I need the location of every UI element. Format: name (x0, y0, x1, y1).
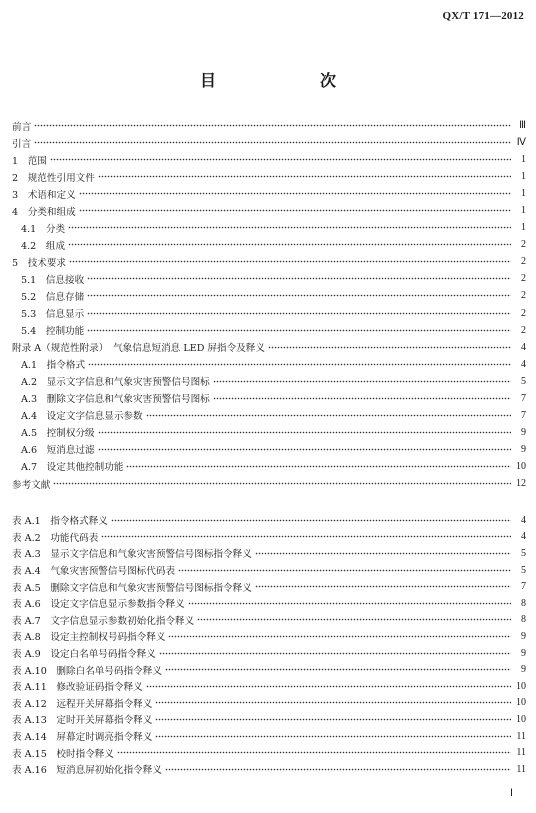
table-entry-label: 表 A.9 设定白名单号码指令释义 (12, 649, 156, 661)
toc-entry[interactable] (12, 441, 526, 458)
toc-entry[interactable] (12, 219, 526, 236)
toc-entry-page: 1 (521, 171, 526, 183)
table-entry[interactable] (12, 711, 526, 728)
dot-leader (126, 464, 511, 469)
table-entry-label: 表 A.2 功能代码表 (12, 532, 99, 544)
dot-leader (98, 174, 511, 179)
table-entry-label: 表 A.8 设定主控制权号码指令释义 (12, 632, 166, 644)
toc-entry-label: 1 范围 (12, 155, 47, 167)
table-entry-label: 表 A.1 指令格式释义 (12, 516, 108, 528)
toc-entry[interactable] (12, 390, 526, 407)
table-entry[interactable] (12, 661, 526, 678)
table-entry-label: 表 A.11 修改验证码指令释义 (12, 682, 143, 694)
toc-entry-page: 1 (521, 222, 526, 234)
toc-entry[interactable] (12, 253, 526, 270)
toc-entry-label: A.6 短消息过滤 (21, 445, 95, 457)
table-entry-page: 8 (521, 597, 526, 609)
dot-leader (255, 584, 511, 589)
toc-entry-page: 9 (521, 443, 526, 455)
dot-leader (79, 191, 511, 196)
dot-leader (87, 293, 511, 298)
toc-entry-label: 5.1 信息接收 (21, 274, 85, 286)
dot-leader (87, 276, 511, 281)
table-entry-label: 表 A.5 删除文字信息和气象灾害预警信号图标指令释义 (12, 582, 252, 594)
table-entry-label: 表 A.15 校时指令释义 (12, 748, 114, 760)
toc-entry[interactable] (12, 287, 526, 304)
toc-entry-label: A.3 删除文字信息和气象灾害预警信号图标 (21, 394, 210, 406)
table-entry-page: 5 (521, 547, 526, 559)
toc-entry[interactable] (12, 270, 526, 287)
toc-entry-label: 参考文献 (12, 479, 51, 491)
table-entry[interactable] (12, 695, 526, 712)
dot-leader (165, 767, 511, 772)
dot-leader (79, 208, 511, 213)
dot-leader (146, 684, 511, 689)
table-entry[interactable] (12, 678, 526, 695)
table-entry-label: 表 A.3 显示文字信息和气象灾害预警信号图标指令释义 (12, 549, 252, 561)
toc-entry-page: 4 (521, 358, 526, 370)
toc-entry-page: 7 (521, 409, 526, 421)
table-entry-page: 9 (521, 664, 526, 676)
toc-entry[interactable] (12, 339, 526, 356)
dot-leader (213, 379, 511, 384)
dot-leader (111, 518, 511, 523)
dot-leader (117, 750, 511, 755)
table-entry-label: 表 A.16 短消息屏初始化指令释义 (12, 765, 162, 777)
toc-entry[interactable] (12, 236, 526, 253)
dot-leader (87, 311, 511, 316)
toc-entry-page: 2 (521, 290, 526, 302)
table-entry-page: 8 (521, 614, 526, 626)
dot-leader (87, 328, 511, 333)
table-entry-page: 10 (516, 697, 526, 709)
dot-leader (146, 413, 511, 418)
table-entry-label: 表 A.14 屏幕定时调亮指令释义 (12, 732, 153, 744)
table-entry-page: 9 (521, 647, 526, 659)
table-entry[interactable] (12, 645, 526, 662)
table-entry[interactable] (12, 728, 526, 745)
table-entry-label: 表 A.7 文字信息显示参数初始化指令释义 (12, 615, 195, 627)
toc-entry[interactable] (12, 117, 526, 134)
toc-title: 目 次 (199, 71, 360, 90)
standard-code: QX/T 171—2012 (442, 10, 524, 22)
toc-entry-page: 9 (521, 426, 526, 438)
toc-entry-label: 前言 (12, 121, 32, 133)
toc-entry[interactable] (12, 356, 526, 373)
toc-entry-page: 7 (521, 392, 526, 404)
table-entry[interactable] (12, 578, 526, 595)
toc-entry-page: 2 (521, 273, 526, 285)
toc-entry-label: 引言 (12, 138, 32, 150)
table-entry[interactable] (12, 529, 526, 546)
dot-leader (68, 225, 511, 230)
toc-entry-label: 附录 A（规范性附录） 气象信息短消息 LED 屏指令及释义 (12, 343, 265, 355)
dot-leader (213, 396, 511, 401)
toc-entry-label: 3 术语和定义 (12, 189, 76, 201)
table-entry-page: 11 (516, 763, 526, 775)
table-entry-page: 7 (521, 581, 526, 593)
toc-entry-label: A.1 指令格式 (21, 360, 86, 372)
toc-entry-page: Ⅲ (519, 120, 526, 132)
dot-leader (101, 534, 511, 539)
toc-entry-label: 2 规范性引用文件 (12, 172, 95, 184)
dot-leader (98, 430, 511, 435)
toc-entry-label: 4.1 分类 (21, 223, 66, 235)
toc-entry-page: 5 (521, 375, 526, 387)
toc-entry-label: 5 技术要求 (12, 257, 67, 269)
toc-entry[interactable] (12, 458, 526, 475)
dot-leader (53, 481, 511, 486)
table-entry-page: 4 (521, 514, 526, 526)
dot-leader (34, 140, 511, 145)
toc-entry-page: 10 (516, 460, 526, 472)
toc-entry-page: 4 (521, 341, 526, 353)
dot-leader (178, 568, 511, 573)
table-entry-page: 9 (521, 630, 526, 642)
toc-entry[interactable] (12, 305, 526, 322)
table-entry[interactable] (12, 512, 526, 529)
dot-leader (69, 259, 511, 264)
toc-entry-page: Ⅳ (516, 137, 526, 149)
table-entry-label: 表 A.13 定时开关屏幕指令释义 (12, 715, 153, 727)
table-entry[interactable] (12, 761, 526, 778)
dot-leader (168, 634, 511, 639)
dot-leader (98, 447, 511, 452)
toc-entry[interactable] (12, 373, 526, 390)
toc-entry-page: 1 (521, 188, 526, 200)
table-entry-page: 11 (516, 747, 526, 759)
dot-leader (155, 717, 511, 722)
dot-leader (155, 700, 511, 705)
toc-entry[interactable] (12, 185, 526, 202)
toc-entry-page: 12 (516, 478, 526, 489)
table-entry[interactable] (12, 562, 526, 579)
table-entry[interactable] (12, 595, 526, 612)
toc-entry-page: 1 (521, 205, 526, 217)
toc-entry-page: 1 (521, 154, 526, 166)
toc-entry-label: A.2 显示文字信息和气象灾害预警信号图标 (21, 377, 210, 389)
toc-entry-label: A.4 设定文字信息显示参数 (21, 411, 143, 423)
table-entry-page: 4 (521, 531, 526, 543)
toc-entry-label: 5.4 控制功能 (21, 326, 85, 338)
dot-leader (255, 551, 511, 556)
toc-entry-page: 2 (521, 256, 526, 268)
table-entry-label: 表 A.4 气象灾害预警信号图标代码表 (12, 566, 176, 578)
table-entry-label: 表 A.6 设定文字信息显示参数指令释义 (12, 599, 185, 611)
toc-entry-label: A.7 设定其他控制功能 (21, 462, 124, 474)
dot-leader (50, 157, 511, 162)
table-entry[interactable] (12, 628, 526, 645)
dot-leader (159, 651, 511, 656)
dot-leader (188, 601, 511, 606)
toc-entry-page: 2 (521, 239, 526, 251)
dot-leader (88, 362, 511, 367)
toc-entry[interactable] (12, 202, 526, 219)
dot-leader (68, 242, 511, 247)
toc-entry[interactable] (12, 151, 526, 168)
toc-entry[interactable] (12, 475, 526, 492)
dot-leader (34, 123, 511, 128)
page-number: Ⅰ (510, 788, 513, 799)
toc-entry[interactable] (12, 134, 526, 151)
toc-entry-label: 5.3 信息显示 (21, 309, 85, 321)
toc-entry-label: 5.2 信息存储 (21, 291, 85, 303)
toc-entry[interactable] (12, 407, 526, 424)
toc-entry-page: 2 (521, 324, 526, 336)
table-entry[interactable] (12, 545, 526, 562)
table-entry-label: 表 A.12 远程开关屏幕指令释义 (12, 698, 153, 710)
dot-leader (268, 345, 511, 350)
table-entry[interactable] (12, 612, 526, 629)
table-entry-page: 10 (516, 713, 526, 725)
toc-entry-label: 4 分类和组成 (12, 206, 76, 218)
table-entry-page: 11 (516, 730, 526, 742)
table-entry[interactable] (12, 744, 526, 761)
dot-leader (197, 617, 511, 622)
toc-entry[interactable] (12, 424, 526, 441)
toc-entry-label: 4.2 组成 (21, 240, 66, 252)
toc-entry[interactable] (12, 168, 526, 185)
toc-entry-label: A.5 控制权分级 (21, 428, 95, 440)
table-entry-label: 表 A.10 删除白名单号码指令释义 (12, 665, 162, 677)
toc-entry-page: 2 (521, 307, 526, 319)
contents-list (12, 117, 526, 492)
table-entry-page: 10 (516, 680, 526, 692)
toc-entry[interactable] (12, 322, 526, 339)
dot-leader (165, 667, 511, 672)
dot-leader (155, 734, 511, 739)
tables-list (12, 512, 526, 778)
table-entry-page: 5 (521, 564, 526, 576)
